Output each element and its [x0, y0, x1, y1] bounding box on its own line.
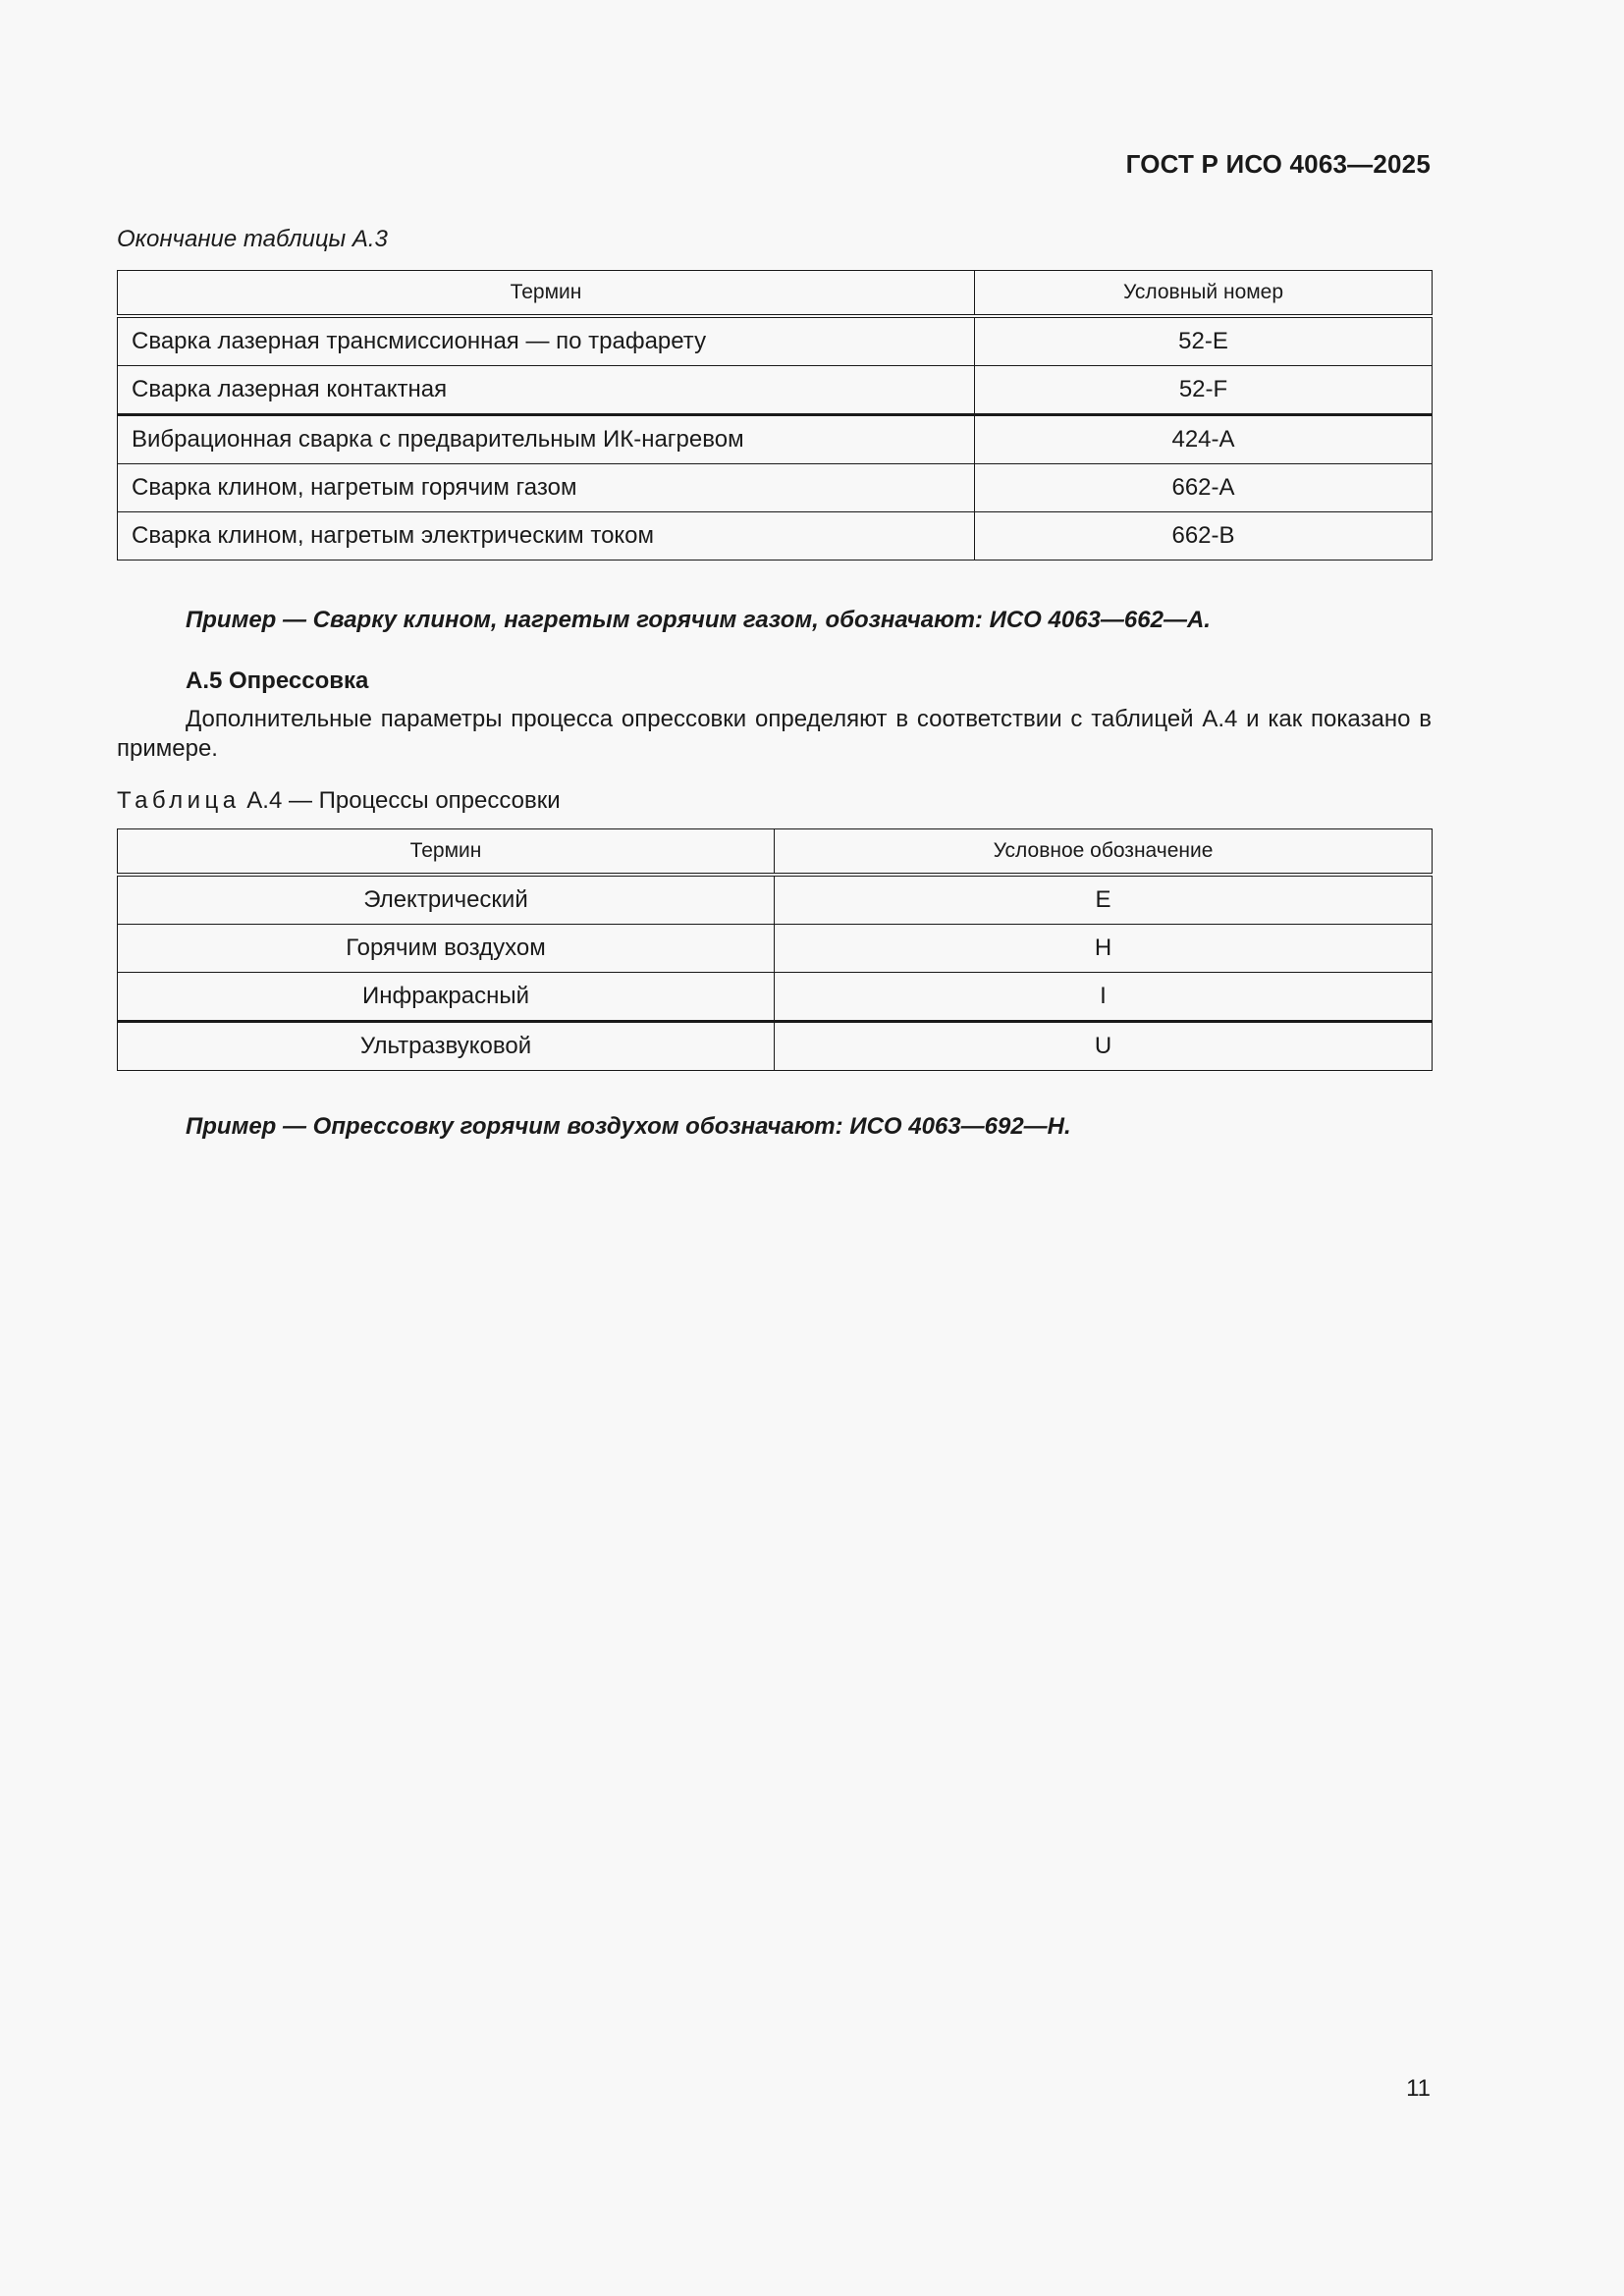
table-cell-symbol: U — [775, 1022, 1433, 1071]
table-row — [118, 415, 1433, 464]
table-caption — [117, 787, 561, 815]
table-header-row — [118, 829, 1433, 876]
table-cell-symbol: E — [775, 875, 1433, 925]
table-cell-term: Горячим воздухом — [118, 925, 775, 973]
table-a4 — [117, 828, 1433, 1071]
table-cell-number: 662-A — [975, 464, 1433, 512]
column-header-symbol: Условное обозначение — [775, 829, 1433, 876]
table-cell-term: Вибрационная сварка с предварительным ИК-нагревом — [118, 415, 975, 464]
table-cell-term: Сварка лазерная трансмиссионная — по трафарету — [118, 316, 975, 366]
table-row — [118, 875, 1433, 925]
example-note: Пример — Опрессовку горячим воздухом обозначают: ИСО 4063—692—Н. — [186, 1113, 1071, 1140]
table-continuation-caption: Окончание таблицы А.3 — [117, 226, 388, 252]
table-cell-term: Инфракрасный — [118, 973, 775, 1022]
table-cell-term: Сварка клином, нагретым электрическим током — [118, 512, 975, 561]
document-code: ГОСТ Р ИСО 4063—2025 — [1125, 149, 1431, 179]
table-row — [118, 366, 1433, 415]
table-a3 — [117, 270, 1433, 561]
table-caption-text: А.4 — Процессы опрессовки — [240, 787, 561, 814]
table-row — [118, 973, 1433, 1022]
table-row — [118, 925, 1433, 973]
column-header-term: Термин — [118, 271, 975, 317]
table-cell-term: Сварка лазерная контактная — [118, 366, 975, 415]
section-heading: А.5 Опрессовка — [186, 667, 369, 694]
example-note: Пример — Сварку клином, нагретым горячим газом, обозначают: ИСО 4063—662—А. — [186, 607, 1211, 633]
table-cell-term: Электрический — [118, 875, 775, 925]
table-row — [118, 464, 1433, 512]
table-cell-number: 662-B — [975, 512, 1433, 561]
table-cell-symbol: I — [775, 973, 1433, 1022]
table-row — [118, 1022, 1433, 1071]
table-cell-number: 424-A — [975, 415, 1433, 464]
table-cell-number: 52-E — [975, 316, 1433, 366]
table-cell-term: Сварка клином, нагретым горячим газом — [118, 464, 975, 512]
table-cell-number: 52-F — [975, 366, 1433, 415]
table-caption-label: Таблица — [117, 787, 241, 814]
column-header-term: Термин — [118, 829, 775, 876]
table-header-row — [118, 271, 1433, 317]
table-row — [118, 512, 1433, 561]
table-cell-term: Ультразвуковой — [118, 1022, 775, 1071]
section-paragraph: Дополнительные параметры процесса опрессовки определяют в соответствии с таблицей А.4 и как показано в примере. — [117, 706, 1432, 762]
table-cell-symbol: H — [775, 925, 1433, 973]
table-row — [118, 316, 1433, 366]
page-number: 11 — [1406, 2075, 1431, 2102]
column-header-number: Условный номер — [975, 271, 1433, 317]
